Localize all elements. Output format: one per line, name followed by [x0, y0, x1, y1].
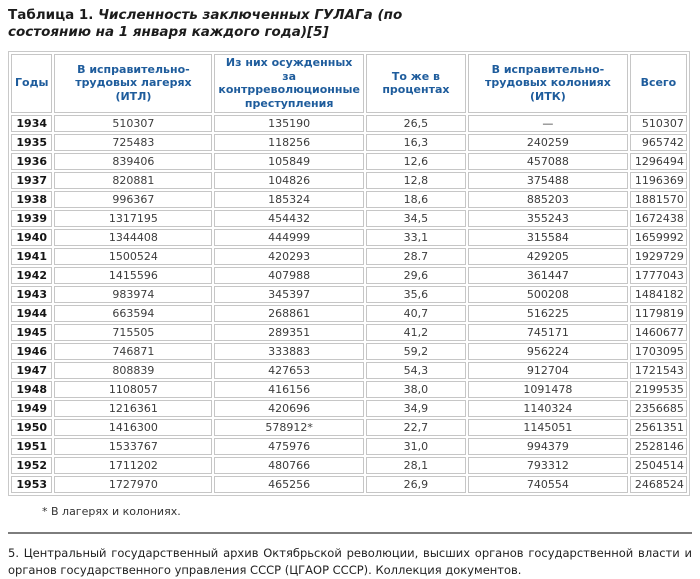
year-cell: 1939	[11, 210, 52, 227]
year-cell: 1938	[11, 191, 52, 208]
table-row	[11, 286, 687, 303]
table-row	[11, 115, 687, 132]
value-cell: 663594	[54, 305, 212, 322]
value-cell: 407988	[214, 267, 364, 284]
value-cell: 578912*	[214, 419, 364, 436]
year-cell: 1951	[11, 438, 52, 455]
value-cell: 268861	[214, 305, 364, 322]
value-cell: 1929729	[630, 248, 687, 265]
value-cell: 1460677	[630, 324, 687, 341]
value-cell: 361447	[468, 267, 628, 284]
value-cell: 1179819	[630, 305, 687, 322]
value-cell: 54,3	[366, 362, 466, 379]
value-cell: 59,2	[366, 343, 466, 360]
value-cell: 1881570	[630, 191, 687, 208]
header-total: Всего	[630, 54, 687, 113]
footer-divider	[8, 532, 692, 534]
value-cell: 500208	[468, 286, 628, 303]
value-cell: 2356685	[630, 400, 687, 417]
gulag-statistics-table	[8, 51, 690, 496]
value-cell: 420293	[214, 248, 364, 265]
value-cell: 33,1	[366, 229, 466, 246]
value-cell: 416156	[214, 381, 364, 398]
table-row	[11, 343, 687, 360]
value-cell: 1672438	[630, 210, 687, 227]
value-cell: 18,6	[366, 191, 466, 208]
table-row	[11, 381, 687, 398]
table-row	[11, 229, 687, 246]
value-cell: 315584	[468, 229, 628, 246]
year-cell: 1952	[11, 457, 52, 474]
year-cell: 1947	[11, 362, 52, 379]
value-cell: 956224	[468, 343, 628, 360]
value-cell: 2468524	[630, 476, 687, 493]
table-title-main: Численность заключенных ГУЛАГа (по состоянию на 1 января каждого года)[5]	[8, 7, 403, 40]
value-cell: 510307	[630, 115, 687, 132]
source-reference: 5. Центральный государственный архив Октябрьской революции, высших органов государственной власти и органов государственного управления СССР (ЦГАОР СССР). Коллекция документов.	[8, 545, 692, 577]
value-cell: 28.7	[366, 248, 466, 265]
table-title-prefix: Таблица 1.	[8, 7, 94, 23]
value-cell: 1344408	[54, 229, 212, 246]
value-cell: 118256	[214, 134, 364, 151]
value-cell: 2561351	[630, 419, 687, 436]
value-cell: 104826	[214, 172, 364, 189]
year-cell: 1935	[11, 134, 52, 151]
table-header	[11, 54, 687, 113]
year-cell: 1936	[11, 153, 52, 170]
value-cell: 793312	[468, 457, 628, 474]
value-cell: 965742	[630, 134, 687, 151]
value-cell: 375488	[468, 172, 628, 189]
value-cell: 29,6	[366, 267, 466, 284]
value-cell: 820881	[54, 172, 212, 189]
year-cell: 1937	[11, 172, 52, 189]
table-row	[11, 400, 687, 417]
value-cell: 333883	[214, 343, 364, 360]
value-cell: 480766	[214, 457, 364, 474]
value-cell: 34,5	[366, 210, 466, 227]
value-cell: 35,6	[366, 286, 466, 303]
value-cell: 994379	[468, 438, 628, 455]
value-cell: 715505	[54, 324, 212, 341]
value-cell: 475976	[214, 438, 364, 455]
value-cell: 28,1	[366, 457, 466, 474]
year-cell: 1944	[11, 305, 52, 322]
value-cell: 16,3	[366, 134, 466, 151]
value-cell: 1415596	[54, 267, 212, 284]
value-cell: 1108057	[54, 381, 212, 398]
table-row	[11, 134, 687, 151]
year-cell: 1934	[11, 115, 52, 132]
value-cell: 983974	[54, 286, 212, 303]
value-cell: 1727970	[54, 476, 212, 493]
year-cell: 1941	[11, 248, 52, 265]
year-cell: 1949	[11, 400, 52, 417]
header-itk: В исправительно-трудовых колониях (ИТК)	[468, 54, 628, 113]
table-row	[11, 267, 687, 284]
value-cell: 34,9	[366, 400, 466, 417]
table-row	[11, 476, 687, 493]
table-row	[11, 419, 687, 436]
value-cell: 465256	[214, 476, 364, 493]
header-row	[11, 54, 687, 113]
value-cell: 516225	[468, 305, 628, 322]
table-title	[8, 7, 438, 41]
value-cell: 12,8	[366, 172, 466, 189]
table-row	[11, 362, 687, 379]
value-cell: 1500524	[54, 248, 212, 265]
value-cell: 26,5	[366, 115, 466, 132]
year-cell: 1945	[11, 324, 52, 341]
table-row	[11, 305, 687, 322]
value-cell: 454432	[214, 210, 364, 227]
year-cell: 1950	[11, 419, 52, 436]
year-cell: 1953	[11, 476, 52, 493]
table-row	[11, 210, 687, 227]
year-cell: 1948	[11, 381, 52, 398]
value-cell: 1091478	[468, 381, 628, 398]
table-row	[11, 457, 687, 474]
value-cell: 31,0	[366, 438, 466, 455]
header-contra: Из них осужденных за контрреволюционные преступления	[214, 54, 364, 113]
value-cell: 457088	[468, 153, 628, 170]
value-cell: 1721543	[630, 362, 687, 379]
table-row	[11, 248, 687, 265]
header-percent: То же в процентах	[366, 54, 466, 113]
table-row	[11, 324, 687, 341]
value-cell: 22,7	[366, 419, 466, 436]
value-cell: 1145051	[468, 419, 628, 436]
value-cell: 38,0	[366, 381, 466, 398]
value-cell: 420696	[214, 400, 364, 417]
value-cell: 289351	[214, 324, 364, 341]
value-cell: 429205	[468, 248, 628, 265]
value-cell: 1484182	[630, 286, 687, 303]
year-cell: 1943	[11, 286, 52, 303]
value-cell: 26,9	[366, 476, 466, 493]
table-row	[11, 153, 687, 170]
value-cell: 135190	[214, 115, 364, 132]
table-row	[11, 191, 687, 208]
value-cell: 185324	[214, 191, 364, 208]
value-cell: 740554	[468, 476, 628, 493]
header-itl: В исправительно-трудовых лагерях (ИТЛ)	[54, 54, 212, 113]
value-cell: 1296494	[630, 153, 687, 170]
value-cell: 2504514	[630, 457, 687, 474]
value-cell: 912704	[468, 362, 628, 379]
value-cell: 510307	[54, 115, 212, 132]
value-cell: —	[468, 115, 628, 132]
value-cell: 40,7	[366, 305, 466, 322]
value-cell: 1317195	[54, 210, 212, 227]
value-cell: 1216361	[54, 400, 212, 417]
value-cell: 105849	[214, 153, 364, 170]
header-years: Годы	[11, 54, 52, 113]
value-cell: 839406	[54, 153, 212, 170]
table-row	[11, 438, 687, 455]
value-cell: 1140324	[468, 400, 628, 417]
value-cell: 1711202	[54, 457, 212, 474]
value-cell: 808839	[54, 362, 212, 379]
value-cell: 444999	[214, 229, 364, 246]
value-cell: 1703095	[630, 343, 687, 360]
value-cell: 996367	[54, 191, 212, 208]
value-cell: 2199535	[630, 381, 687, 398]
value-cell: 12,6	[366, 153, 466, 170]
value-cell: 1777043	[630, 267, 687, 284]
table-body	[11, 115, 687, 493]
value-cell: 1416300	[54, 419, 212, 436]
value-cell: 725483	[54, 134, 212, 151]
value-cell: 746871	[54, 343, 212, 360]
value-cell: 1196369	[630, 172, 687, 189]
value-cell: 240259	[468, 134, 628, 151]
year-cell: 1946	[11, 343, 52, 360]
value-cell: 345397	[214, 286, 364, 303]
value-cell: 2528146	[630, 438, 687, 455]
year-cell: 1940	[11, 229, 52, 246]
value-cell: 885203	[468, 191, 628, 208]
value-cell: 745171	[468, 324, 628, 341]
value-cell: 1659992	[630, 229, 687, 246]
table-row	[11, 172, 687, 189]
table-footnote: * В лагерях и колониях.	[42, 504, 181, 518]
year-cell: 1942	[11, 267, 52, 284]
value-cell: 427653	[214, 362, 364, 379]
value-cell: 355243	[468, 210, 628, 227]
value-cell: 1533767	[54, 438, 212, 455]
value-cell: 41,2	[366, 324, 466, 341]
